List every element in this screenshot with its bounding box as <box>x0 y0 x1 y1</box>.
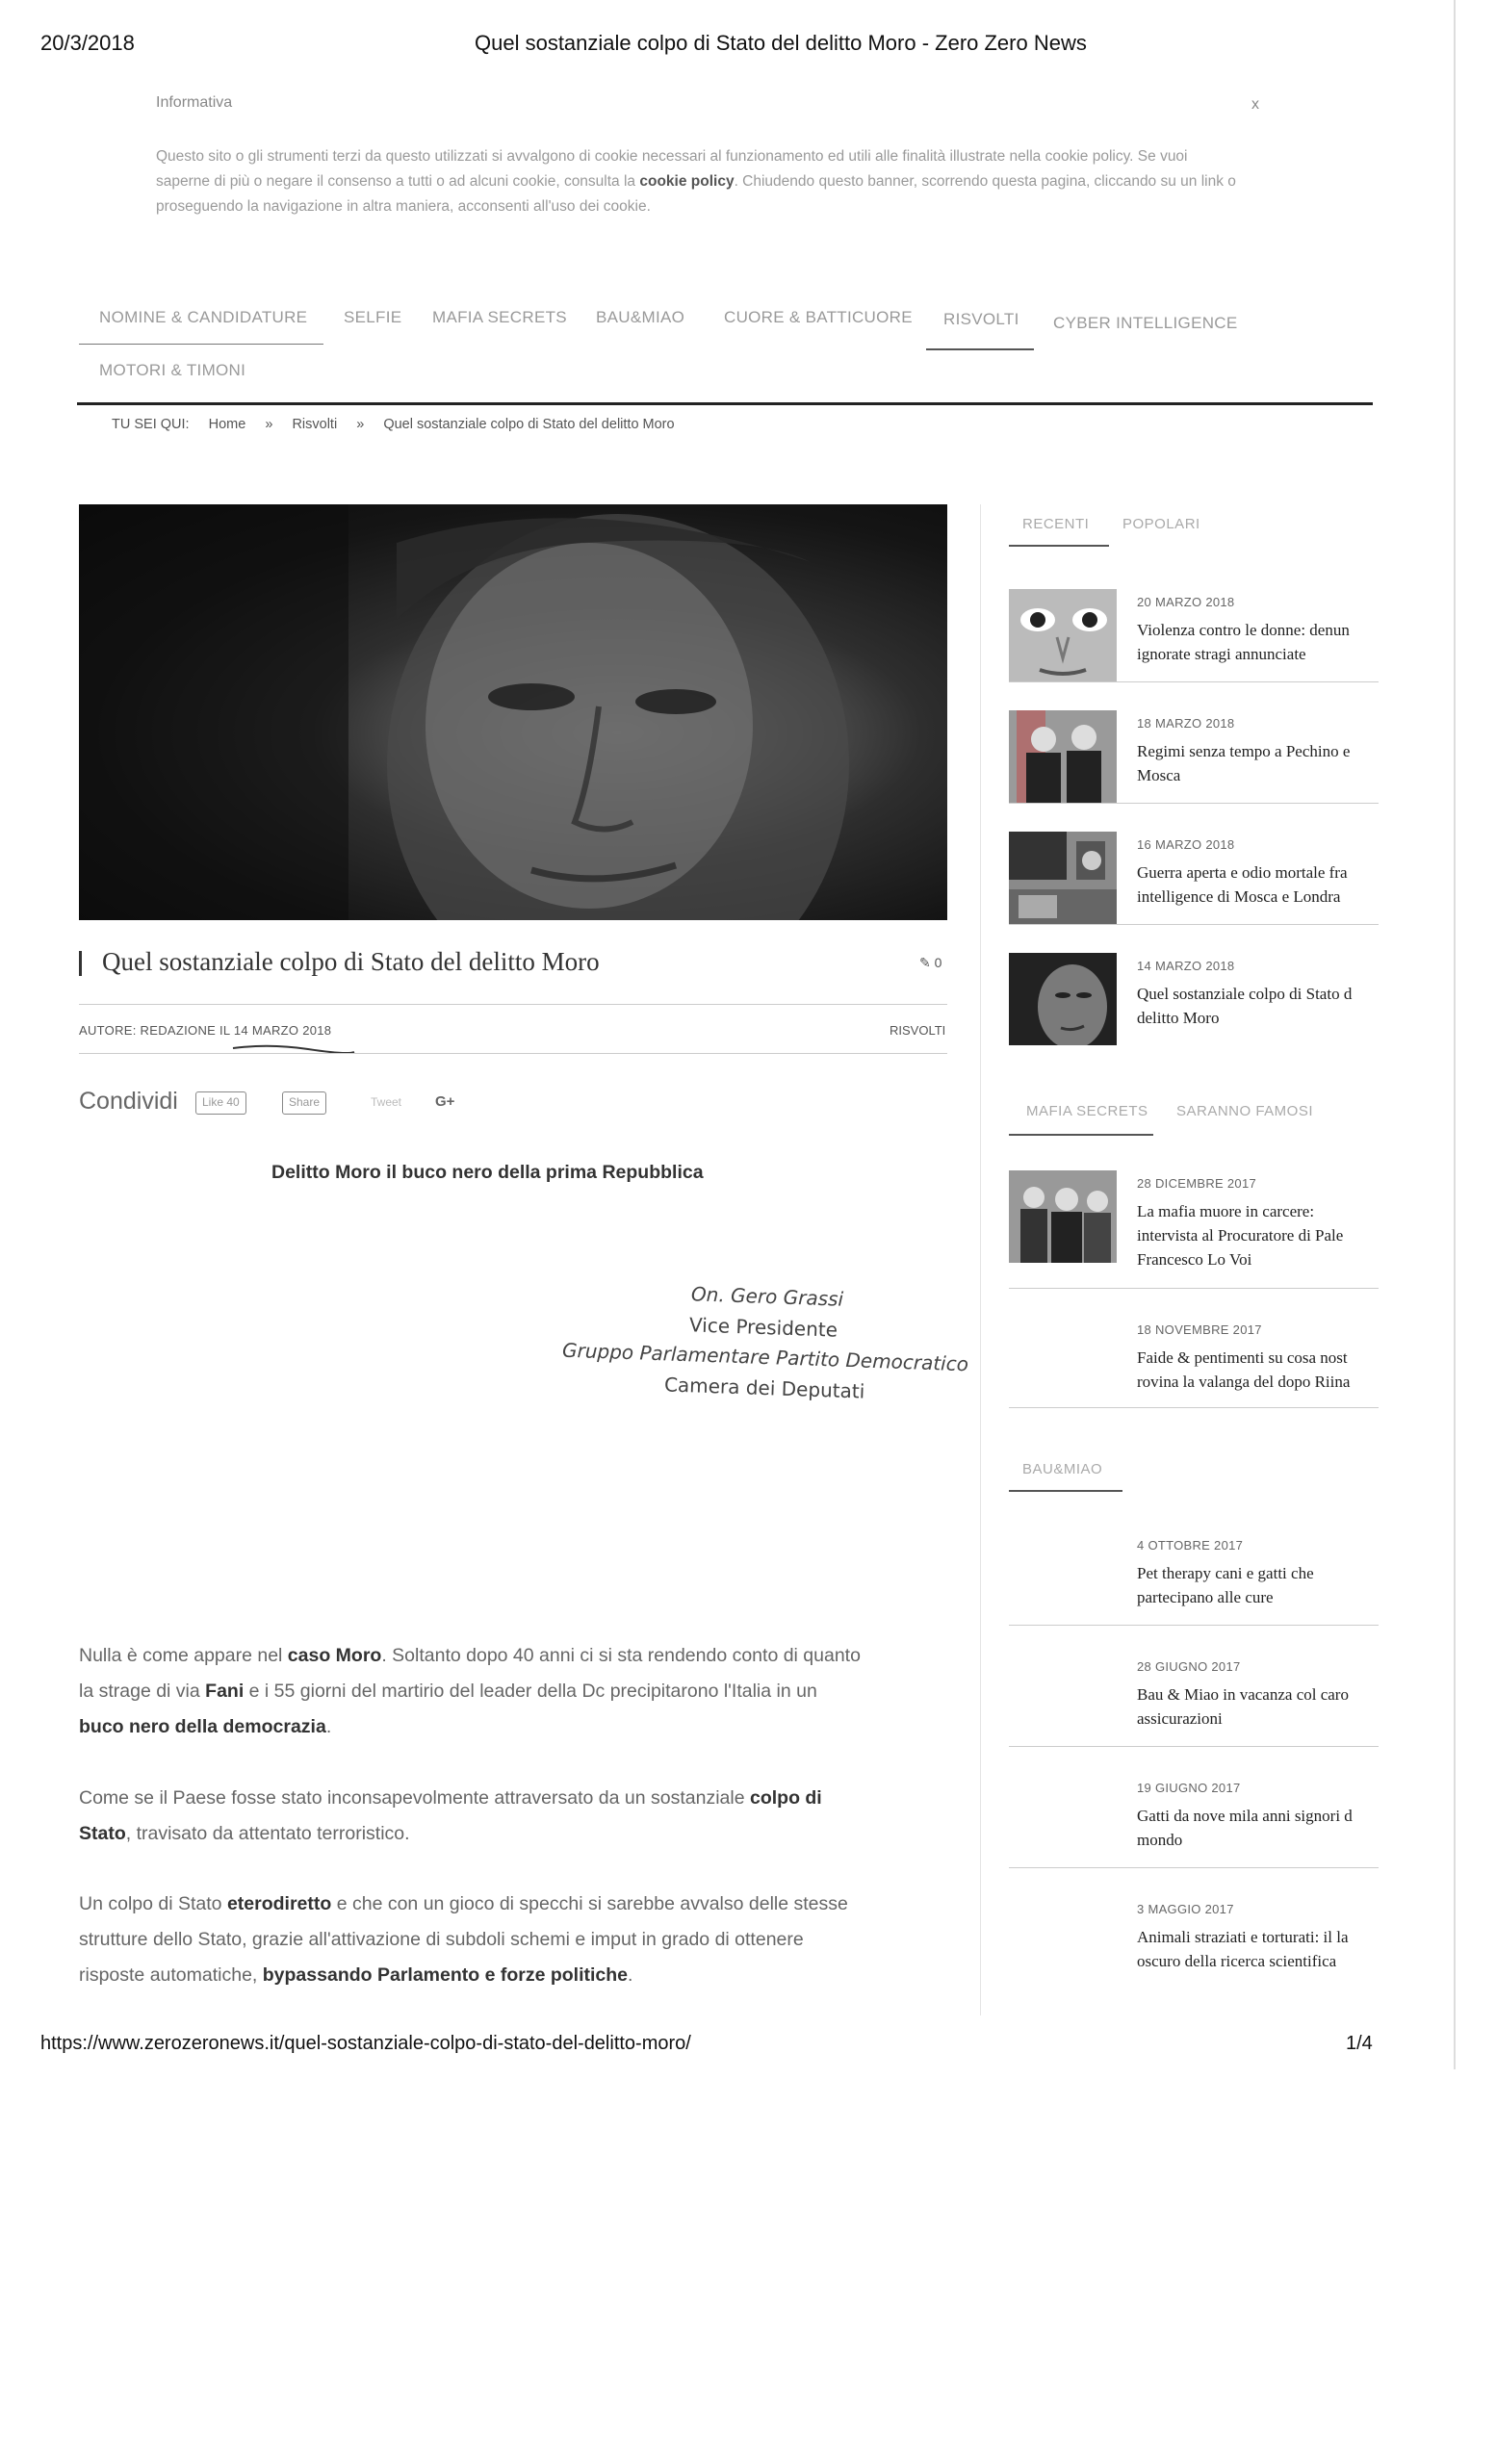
tab-saranno-famosi[interactable]: SARANNO FAMOSI <box>1176 1103 1314 1119</box>
thumb-intelligence[interactable] <box>1009 832 1117 924</box>
text-run: , travisato da attentato terroristico. <box>125 1823 410 1844</box>
page-edge-shadow <box>1454 0 1456 2069</box>
nav-divider <box>79 344 323 345</box>
text-run: Un colpo di Stato <box>79 1893 227 1914</box>
tab-active-underline <box>1009 545 1109 547</box>
article-hero-photo <box>79 504 947 920</box>
cookie-banner-title: Informativa <box>156 94 233 111</box>
meta-divider <box>79 1053 947 1054</box>
sidebar-date: 28 GIUGNO 2017 <box>1137 1659 1241 1674</box>
breadcrumb-prefix: TU SEI QUI: <box>112 417 190 432</box>
sidebar-title[interactable]: Quel sostanziale colpo di Stato d <box>1137 985 1353 1003</box>
sidebar-title[interactable]: assicurazioni <box>1137 1709 1223 1728</box>
sidebar-date: 28 DICEMBRE 2017 <box>1137 1176 1257 1191</box>
sidebar-title[interactable]: ignorate stragi annunciate <box>1137 645 1306 663</box>
article-paragraph <box>79 1781 945 1852</box>
thumb-moro[interactable] <box>1009 953 1117 1045</box>
sidebar-date: 14 MARZO 2018 <box>1137 959 1235 973</box>
text-run-bold: caso Moro <box>287 1645 382 1666</box>
paragraph-line <box>79 1886 945 1922</box>
comment-icon: ✎ <box>919 955 931 970</box>
article-paragraph <box>79 1638 945 1745</box>
sidebar-title[interactable]: Pet therapy cani e gatti che <box>1137 1564 1314 1582</box>
sidebar-title[interactable]: Regimi senza tempo a Pechino e <box>1137 742 1351 760</box>
sidebar-title[interactable]: La mafia muore in carcere: <box>1137 1202 1315 1220</box>
print-page-title: Quel sostanziale colpo di Stato del delitto Moro - Zero Zero News <box>475 31 1087 55</box>
sidebar-title[interactable]: delitto Moro <box>1137 1009 1220 1027</box>
article-title-text: Quel sostanziale colpo di Stato del delitto Moro <box>102 947 600 976</box>
sidebar-divider <box>1009 1867 1379 1868</box>
sidebar-title[interactable]: Guerra aperta e odio mortale fra <box>1137 863 1348 882</box>
sidebar-title[interactable]: Gatti da nove mila anni signori d <box>1137 1807 1353 1825</box>
text-run-bold: eterodiretto <box>226 1893 332 1914</box>
text-run-bold: colpo di <box>749 1787 822 1809</box>
facebook-share-button[interactable]: Share <box>282 1091 326 1115</box>
tab-mafia-secrets[interactable]: MAFIA SECRETS <box>1026 1103 1148 1119</box>
sidebar-divider <box>1009 1625 1379 1626</box>
cookie-close-button[interactable]: x <box>1251 96 1259 113</box>
nav-item-selfie[interactable]: SELFIE <box>344 308 402 326</box>
tab-baumiao[interactable]: BAU&MIAO <box>1022 1461 1103 1477</box>
sidebar-title[interactable]: intervista al Procuratore di Pale <box>1137 1226 1344 1245</box>
sidebar-date: 19 GIUGNO 2017 <box>1137 1781 1241 1795</box>
sidebar-title[interactable]: mondo <box>1137 1831 1183 1849</box>
nav-item-nomine[interactable]: NOMINE & CANDIDATURE <box>99 308 308 326</box>
text-run: e che con un gioco di specchi si sarebbe avvalso delle stesse <box>331 1893 848 1914</box>
sidebar-title[interactable]: Mosca <box>1137 766 1181 784</box>
sidebar-divider <box>1009 1746 1379 1747</box>
nav-item-cyber[interactable]: CYBER INTELLIGENCE <box>1053 314 1238 332</box>
facebook-like-button[interactable]: Like 40 <box>195 1091 246 1115</box>
sidebar-title[interactable]: Bau & Miao in vacanza col caro <box>1137 1685 1349 1704</box>
breadcrumb-category[interactable]: Risvolti <box>292 417 338 432</box>
sidebar-date: 18 NOVEMBRE 2017 <box>1137 1322 1262 1337</box>
tweet-button[interactable]: Tweet <box>371 1095 402 1109</box>
text-run: . <box>628 1964 633 1986</box>
sidebar-date: 4 OTTOBRE 2017 <box>1137 1538 1244 1553</box>
google-plus-button[interactable]: G+ <box>435 1093 455 1110</box>
text-run-bold: buco nero della democrazia <box>79 1716 326 1737</box>
tab-recenti[interactable]: RECENTI <box>1022 516 1090 532</box>
text-run-bold: Fani <box>205 1681 245 1702</box>
text-run: Nulla è come appare nel <box>79 1645 288 1666</box>
text-run: risposte automatiche, <box>79 1964 263 1986</box>
paragraph-line <box>79 1922 945 1958</box>
cookie-banner-text <box>156 144 1244 219</box>
cookie-policy-link[interactable]: cookie policy <box>639 173 735 190</box>
thumb-procuratore[interactable] <box>1009 1170 1117 1263</box>
tab-popolari[interactable]: POPOLARI <box>1122 516 1200 532</box>
nav-item-motori[interactable]: MOTORI & TIMONI <box>99 361 246 379</box>
sidebar-title[interactable]: Violenza contro le donne: denun <box>1137 621 1350 639</box>
nav-item-risvolti[interactable]: RISVOLTI <box>943 310 1019 328</box>
nav-active-underline <box>926 348 1034 350</box>
nav-item-mafia-secrets[interactable]: MAFIA SECRETS <box>432 308 567 326</box>
article-subhead: Delitto Moro il buco nero della prima Repubblica <box>271 1162 704 1183</box>
meta-divider <box>79 1004 947 1005</box>
tab-active-underline <box>1009 1490 1122 1492</box>
article-title <box>79 947 600 977</box>
text-run-bold: Stato <box>79 1823 126 1844</box>
signature-group: Gruppo Parlamentare Partito Democratico <box>561 1338 969 1376</box>
nav-item-baumiao[interactable]: BAU&MIAO <box>596 308 685 326</box>
paragraph-line <box>79 1638 945 1674</box>
paragraph-line <box>79 1781 945 1816</box>
article-meta-category[interactable]: RISVOLTI <box>890 1023 946 1038</box>
text-run: la strage di via <box>79 1681 206 1702</box>
signature-role: Vice Presidente <box>688 1313 838 1342</box>
sidebar-title[interactable]: Faide & pentimenti su cosa nost <box>1137 1348 1348 1367</box>
print-url: https://www.zerozeronews.it/quel-sostanziale-colpo-di-stato-del-delitto-moro/ <box>40 2033 691 2054</box>
text-run: . Soltanto dopo 40 anni ci si sta rendendo conto di quanto <box>381 1645 861 1666</box>
sidebar-divider <box>1009 924 1379 925</box>
sidebar-title[interactable]: oscuro della ricerca scientifica <box>1137 1952 1337 1970</box>
comment-count-value: 0 <box>934 955 942 970</box>
sidebar-divider <box>980 504 981 2015</box>
paragraph-line <box>79 1816 945 1852</box>
sidebar-date: 18 MARZO 2018 <box>1137 716 1235 731</box>
nav-item-cuore[interactable]: CUORE & BATTICUORE <box>724 308 913 326</box>
text-run: . <box>325 1716 332 1737</box>
breadcrumb-current: Quel sostanziale colpo di Stato del delitto Moro <box>383 417 675 432</box>
thumb-eyes[interactable] <box>1009 589 1117 681</box>
nav-rule <box>77 402 1373 405</box>
article-meta-author: AUTORE: REDAZIONE IL 14 MARZO 2018 <box>79 1023 332 1038</box>
sidebar-date: 3 MAGGIO 2017 <box>1137 1902 1234 1916</box>
paragraph-line <box>79 1674 945 1709</box>
breadcrumb <box>112 417 690 432</box>
share-label: Condividi <box>79 1088 178 1115</box>
signature-name: On. Gero Grassi <box>690 1282 844 1311</box>
sidebar-title[interactable]: intelligence di Mosca e Londra <box>1137 887 1341 906</box>
print-page-number: 1/4 <box>1346 2033 1373 2054</box>
article-paragraph <box>79 1886 945 1993</box>
cookie-text-part: Questo sito o gli strumenti terzi da questo utilizzati si avvalgono di cookie necessari al funzionamento ed utili alle finalità illustrate nella cookie policy. Se vuoi saperne di più o negare il consenso a tutti o ad alcuni cookie, consulta la <box>156 148 1188 190</box>
text-run: Come se il Paese fosse stato inconsapevolmente attraversato da un sostanziale <box>79 1787 750 1809</box>
tab-active-underline <box>1009 1134 1153 1136</box>
breadcrumb-separator: » <box>265 417 273 432</box>
sidebar-divider <box>1009 681 1379 682</box>
print-date: 20/3/2018 <box>40 31 135 55</box>
sidebar-title[interactable]: rovina la valanga del dopo Riina <box>1137 1373 1351 1391</box>
cookie-text-part: . Chiudendo questo banner, scorrendo questa pagina, cliccando su un link o proseguendo la navigazione in altra maniera, acconsenti all'uso dei cookie. <box>156 173 1236 215</box>
text-run-bold: bypassando Parlamento e forze politiche <box>262 1964 629 1986</box>
sidebar-date: 16 MARZO 2018 <box>1137 837 1235 852</box>
paragraph-line <box>79 1709 945 1745</box>
sidebar-title[interactable]: partecipano alle cure <box>1137 1588 1274 1606</box>
sidebar-divider <box>1009 1288 1379 1289</box>
comment-count[interactable] <box>919 955 941 971</box>
paragraph-line <box>79 1958 945 1993</box>
breadcrumb-home[interactable]: Home <box>208 417 246 432</box>
sidebar-divider <box>1009 803 1379 804</box>
text-run: e i 55 giorni del martirio del leader della Dc precipitarono l'Italia in un <box>244 1681 817 1702</box>
sidebar-title[interactable]: Francesco Lo Voi <box>1137 1250 1252 1269</box>
sidebar-date: 20 MARZO 2018 <box>1137 595 1235 609</box>
sidebar-divider <box>1009 1407 1379 1408</box>
text-run: strutture dello Stato, grazie all'attivazione di subdoli schemi e imput in grado di ottenere <box>79 1929 804 1950</box>
thumb-leaders[interactable] <box>1009 710 1117 803</box>
breadcrumb-separator: » <box>356 417 365 432</box>
signature-chamber: Camera dei Deputati <box>663 1373 865 1403</box>
sidebar-title[interactable]: Animali straziati e torturati: il la <box>1137 1928 1349 1946</box>
